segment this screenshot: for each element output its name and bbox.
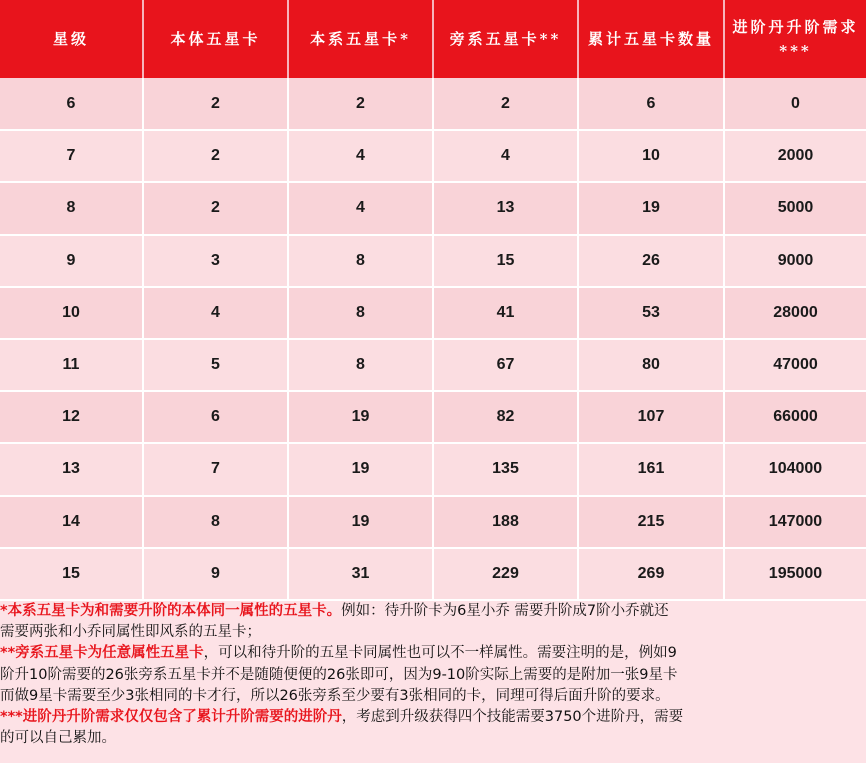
total-cards-cell: 215 (578, 496, 724, 548)
self-card-cell: 2 (143, 182, 288, 234)
note-2-line-3: 而做9星卡需要至少3张相同的卡才行，所以26张旁系至少要有3张相同的卡，同理可得后面升阶的要求。 (0, 687, 670, 704)
table-row (0, 496, 866, 548)
total-cards-cell: 161 (578, 443, 724, 495)
any-element-card-cell: 82 (433, 391, 578, 443)
self-card-cell: 8 (143, 496, 288, 548)
star-level-cell: 13 (0, 443, 143, 495)
self-card-cell: 9 (143, 548, 288, 600)
table-row (0, 391, 866, 443)
note-2-line-2: 阶升10阶需要的26张旁系五星卡并不是随随便便的26张即可，因为9-10阶实际上需要的是附加一张9星卡 (0, 666, 678, 683)
advance-pill-cell: 66000 (724, 391, 866, 443)
any-element-card-cell: 2 (433, 78, 578, 130)
note-3-line-1 (0, 707, 866, 728)
header-self-card: 本体五星卡 (143, 0, 288, 78)
advance-pill-cell: 147000 (724, 496, 866, 548)
star-level-cell: 8 (0, 182, 143, 234)
header-advance-pill-requirement: 进阶丹升阶需求*** (724, 0, 866, 78)
same-element-card-cell: 19 (288, 496, 433, 548)
table-row (0, 235, 866, 287)
same-element-card-cell: 31 (288, 548, 433, 600)
same-element-card-cell: 8 (288, 235, 433, 287)
advance-pill-cell: 195000 (724, 548, 866, 600)
note-2-text: ，可以和待升阶的五星卡同属性也可以不一样属性。需要注明的是，例如9 (203, 645, 677, 662)
note-2-highlight: **旁系五星卡为任意属性五星卡 (0, 645, 204, 662)
self-card-cell: 3 (143, 235, 288, 287)
table-row (0, 443, 866, 495)
total-cards-cell: 269 (578, 548, 724, 600)
star-level-cell: 14 (0, 496, 143, 548)
total-cards-cell: 53 (578, 287, 724, 339)
any-element-card-cell: 135 (433, 443, 578, 495)
self-card-cell: 2 (143, 130, 288, 182)
star-level-cell: 12 (0, 391, 143, 443)
same-element-card-cell: 19 (288, 443, 433, 495)
total-cards-cell: 80 (578, 339, 724, 391)
table-row (0, 548, 866, 600)
note-1-line-1 (0, 601, 866, 622)
same-element-card-cell: 4 (288, 130, 433, 182)
any-element-card-cell: 13 (433, 182, 578, 234)
total-cards-cell: 6 (578, 78, 724, 130)
star-level-cell: 10 (0, 287, 143, 339)
star-level-cell: 6 (0, 78, 143, 130)
any-element-card-cell: 4 (433, 130, 578, 182)
total-cards-cell: 107 (578, 391, 724, 443)
any-element-card-cell: 15 (433, 235, 578, 287)
advance-pill-cell: 5000 (724, 182, 866, 234)
same-element-card-cell: 2 (288, 78, 433, 130)
note-2-line-1 (0, 643, 866, 664)
advance-pill-cell: 47000 (724, 339, 866, 391)
note-1-text: 例如：待升阶卡为6星小乔 需要升阶成7阶小乔就还 (341, 603, 669, 619)
star-level-cell: 7 (0, 130, 143, 182)
note-1-line-2: 需要两张和小乔同属性即风系的五星卡； (0, 624, 261, 641)
self-card-cell: 2 (143, 78, 288, 130)
header-any-element-card: 旁系五星卡** (433, 0, 578, 78)
table-header-row (0, 0, 866, 78)
same-element-card-cell: 8 (288, 287, 433, 339)
total-cards-cell: 19 (578, 182, 724, 234)
note-3-highlight: ***进阶丹升阶需求仅仅包含了累计升阶需要的进阶丹 (0, 708, 342, 725)
star-level-cell: 9 (0, 235, 143, 287)
total-cards-cell: 10 (578, 130, 724, 182)
advance-pill-cell: 28000 (724, 287, 866, 339)
same-element-card-cell: 8 (288, 339, 433, 391)
self-card-cell: 5 (143, 339, 288, 391)
note-3-text: ，考虑到升级获得四个技能需要3750个进阶丹，需要 (341, 708, 684, 725)
advance-pill-cell: 0 (724, 78, 866, 130)
self-card-cell: 6 (143, 391, 288, 443)
table-row (0, 182, 866, 234)
any-element-card-cell: 188 (433, 496, 578, 548)
any-element-card-cell: 229 (433, 548, 578, 600)
advance-pill-cell: 2000 (724, 130, 866, 182)
total-cards-cell: 26 (578, 235, 724, 287)
star-level-cell: 11 (0, 339, 143, 391)
same-element-card-cell: 4 (288, 182, 433, 234)
table-row (0, 287, 866, 339)
advance-pill-cell: 104000 (724, 443, 866, 495)
any-element-card-cell: 41 (433, 287, 578, 339)
any-element-card-cell: 67 (433, 339, 578, 391)
header-same-element-card: 本系五星卡* (288, 0, 433, 78)
note-1-highlight: *本系五星卡为和需要升阶的本体同一属性的五星卡。 (0, 603, 342, 619)
table-row (0, 130, 866, 182)
table-row (0, 78, 866, 130)
header-star-level: 星级 (0, 0, 143, 78)
note-3-line-2: 的可以自己累加。 (0, 730, 116, 747)
star-level-cell: 15 (0, 548, 143, 600)
same-element-card-cell: 19 (288, 391, 433, 443)
advance-pill-cell: 9000 (724, 235, 866, 287)
table-row (0, 339, 866, 391)
self-card-cell: 4 (143, 287, 288, 339)
footnotes (0, 601, 866, 749)
self-card-cell: 7 (143, 443, 288, 495)
header-total-cards: 累计五星卡数量 (578, 0, 724, 78)
